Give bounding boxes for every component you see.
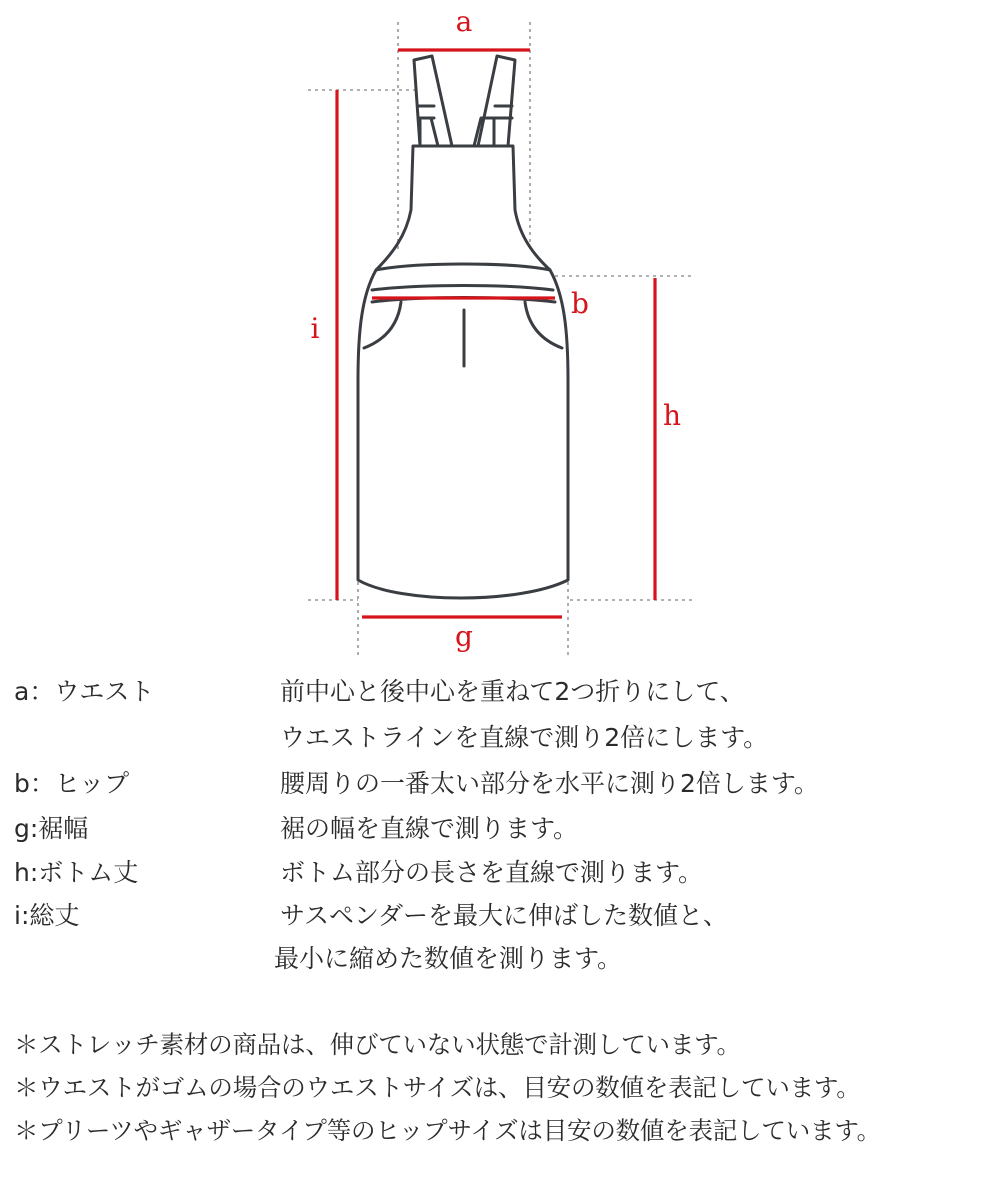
definition-bottom-length (0, 851, 1000, 895)
label-b: b (571, 287, 589, 320)
note-stretch: ＊ストレッチ素材の商品は、伸びていない状態で計測しています。 (14, 1030, 741, 1059)
definition-waist (0, 670, 1000, 714)
definition-hip (0, 762, 1000, 806)
label-g: g (455, 620, 473, 653)
definition-desc: サスペンダーを最大に伸ばした数値と、 (280, 901, 729, 930)
definition-desc: 腰周りの一番太い部分を水平に測り2倍します。 (280, 769, 819, 798)
right-pocket (525, 302, 562, 348)
label-i: i (310, 312, 320, 345)
definition-term: i:総丈 (14, 901, 80, 930)
label-a: a (455, 5, 473, 38)
left-pocket (364, 302, 401, 348)
definition-term: b：ヒップ (14, 769, 130, 798)
definition-term: h:ボトム丈 (14, 858, 139, 887)
notes-list (14, 1023, 994, 1152)
definition-desc: ウエストラインを直線で測り2倍にします。 (280, 723, 769, 752)
definition-term: g:裾幅 (14, 814, 89, 843)
definition-desc: 最小に縮めた数値を測ります。 (274, 944, 623, 973)
definition-waist-cont (0, 716, 1000, 760)
note-elastic-waist: ＊ウエストがゴムの場合のウエストサイズは、目安の数値を表記しています。 (14, 1073, 861, 1102)
definition-term: a：ウエスト (14, 677, 155, 706)
definition-total-length (0, 894, 1000, 938)
waistband (372, 286, 553, 291)
definition-desc: ボトム部分の長さを直線で測ります。 (280, 858, 704, 887)
definition-desc: 裾の幅を直線で測ります。 (280, 814, 579, 843)
definition-total-length-cont (0, 937, 1000, 981)
definition-desc: 前中心と後中心を重ねて2つ折りにして、 (280, 677, 745, 706)
bib (376, 146, 550, 270)
left-strap (414, 56, 452, 146)
note-pleats-hip: ＊プリーツやギャザータイプ等のヒップサイズは目安の数値を表記しています。 (14, 1116, 881, 1145)
garment-outline (358, 56, 568, 598)
definition-hem-width (0, 807, 1000, 851)
label-h: h (662, 399, 682, 432)
right-strap (474, 56, 515, 146)
